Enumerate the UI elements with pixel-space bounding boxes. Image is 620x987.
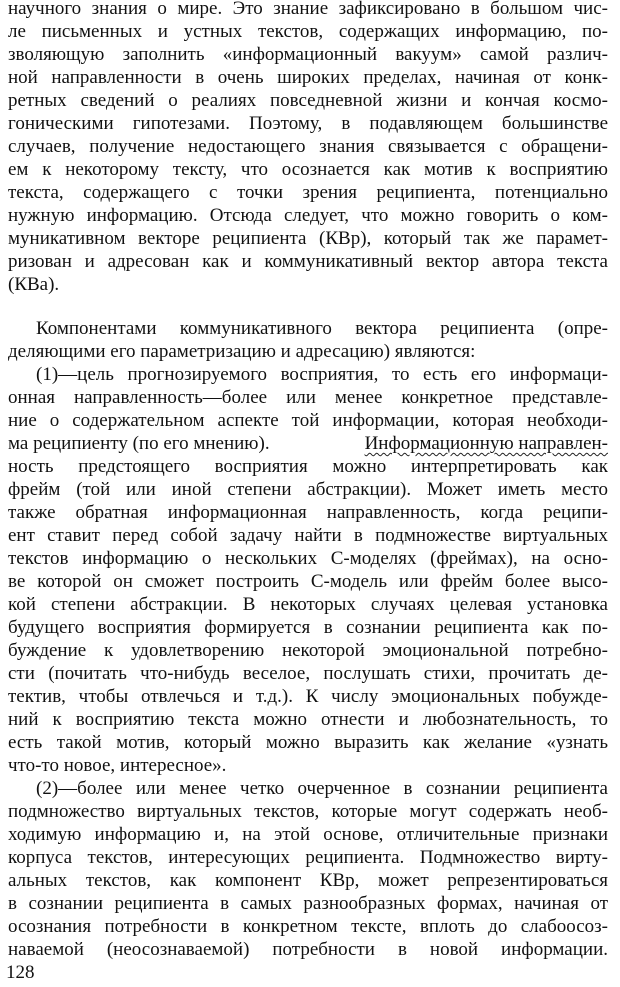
text-line: (1)—цель прогнозируемого восприятия, то есть его информаци- [36, 364, 608, 385]
text-line: ле письменных и устных текстов, содержащих информацию, по- [8, 21, 608, 42]
text-line: в сознании реципиента в самых разнообразных формах, начиная от [8, 893, 608, 914]
text-line: также обратная информационная направленность, когда реципи- [8, 502, 608, 523]
text-line: сти (почитать что-нибудь веселое, послушать стихи, прочитать де- [8, 663, 608, 684]
text-line: текстов информацию о нескольких С-моделях (фреймах), на осно- [8, 548, 608, 569]
text-line: есть такой мотив, который можно выразить как желание «узнать [8, 732, 608, 753]
text-line: корпуса текстов, интересующих реципиента. Подмножество вирту- [8, 847, 608, 868]
text-line: ний к восприятию текста можно отнести и любознательность, то [8, 709, 608, 730]
text-line: деляющими его параметризацию и адресацию) являются: [8, 341, 476, 362]
text-line: кой степени абстракции. В некоторых случаях целевая установка [8, 594, 608, 615]
text-line: что-то новое, интересное». [8, 755, 227, 776]
text-line: ретных сведений о реалиях повседневной жизни и кончая космо- [8, 90, 608, 111]
text-line: текста, содержащего с точки зрения реципиента, потенциально [8, 182, 608, 203]
text-line: ент ставит перед собой задачу найти в подмножестве виртуальных [8, 525, 608, 546]
text-line: осознания потребности в конкретном тексте, вплоть до слабоосоз- [8, 916, 608, 937]
text-line: ние о содержательном аспекте той информации, которая необходи- [8, 410, 608, 431]
text-line: наваемой (неосознаваемой) потребности в новой информации. [8, 939, 608, 960]
underlined-text: Информационную направлен- [364, 433, 608, 454]
text-line: гоническими гипотезами. Поэтому, в подавляющем большинстве [8, 113, 608, 134]
text-line: фрейм (той или иной степени абстракции). Может иметь место [8, 479, 608, 500]
text-line: онная направленность—более или менее конкретное представле- [8, 387, 608, 408]
text-line: ность предстоящего восприятия можно интерпретировать как [8, 456, 608, 477]
text-line: альных текстов, как компонент КВр, может репрезентироваться [8, 870, 608, 891]
text-line: будущего восприятия формируется в сознании реципиента как по- [8, 617, 608, 638]
text-line: научного знания о мире. Это знание зафиксировано в большом чис- [8, 0, 608, 19]
text-line: нужную информацию. Отсюда следует, что можно говорить о ком- [8, 205, 608, 226]
text-line [8, 433, 608, 455]
text-line: Компонентами коммуникативного вектора реципиента (опре- [36, 318, 608, 339]
text-line: (2)—более или менее четко очерченное в сознании реципиента [36, 778, 608, 799]
text-line: ходимую информацию и, на этой основе, отличительные признаки [8, 824, 608, 845]
text-segment: ма реципиенту (по его мнению). [8, 433, 270, 454]
text-line: случаев, получение недостающего знания связывается с обращени- [8, 136, 608, 157]
text-line: ем к некоторому тексту, что осознается как мотив к восприятию [8, 159, 608, 180]
text-line: ве которой он сможет построить С-модель или фрейм более высо- [8, 571, 608, 592]
text-line: подмножество виртуальных текстов, которые могут содержать необ- [8, 801, 608, 822]
text-line: зволяющую заполнить «информационный вакуум» самой различ- [8, 44, 608, 65]
text-line: ной направленности в очень широких пределах, начиная от конк- [8, 67, 608, 88]
text-line: ризован и адресован как и коммуникативный вектор автора текста [8, 251, 608, 272]
text-line: (КВа). [8, 274, 60, 295]
page-number: 128 [6, 962, 35, 983]
text-line: буждение к удовлетворению некоторой эмоциональной потребно- [8, 640, 608, 661]
text-line: муникативном векторе реципиента (КВр), который так же парамет- [8, 228, 608, 249]
text-line: тектив, чтобы отвлечься и т.д.). К числу эмоциональных побужде- [8, 686, 608, 707]
